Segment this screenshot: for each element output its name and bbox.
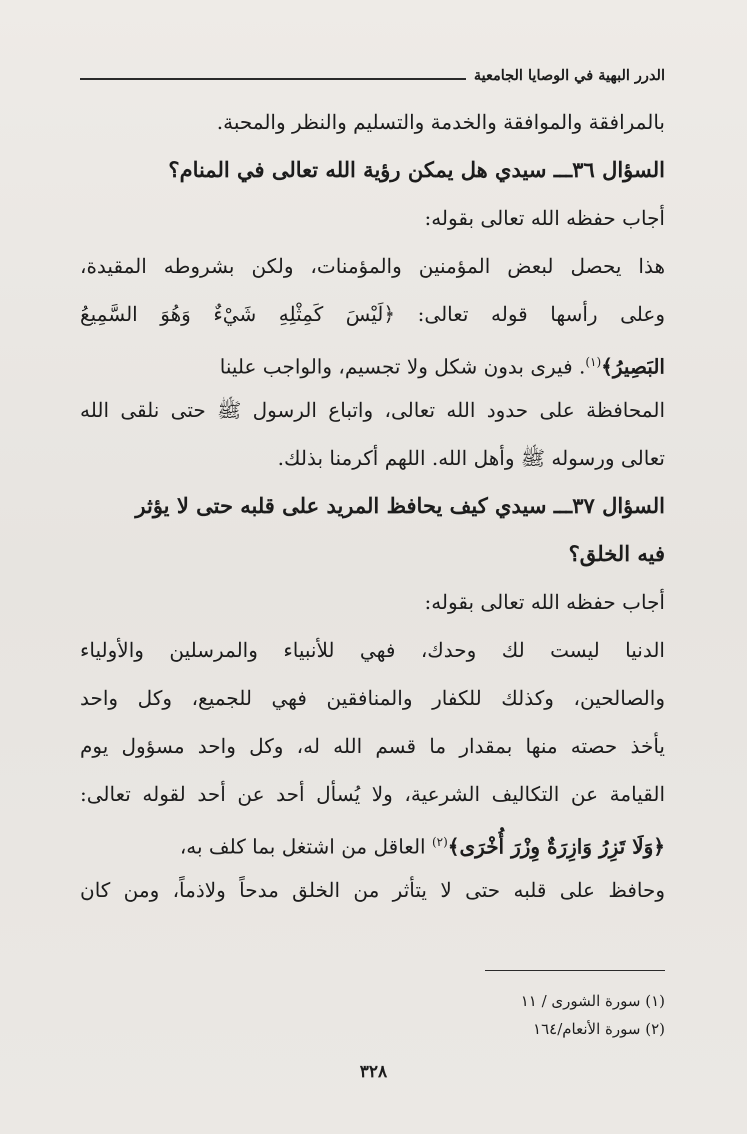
quran-quote: البَصِيرُ﴾: [601, 354, 665, 379]
text-line: هذا يحصل لبعض المؤمنين والمؤمنات، ولكن بشروطه المقيدة،: [80, 254, 665, 278]
footnotes: [80, 988, 665, 1044]
running-title: الدرر البهية في الوصايا الجامعية: [473, 66, 665, 84]
question-heading-continued: فيه الخلق؟: [568, 541, 665, 566]
running-header: [80, 60, 665, 90]
text-line: والصالحين، وكذلك للكفار والمنافقين فهي للجميع، وكل واحد: [80, 686, 665, 710]
footnote-marker: (٢): [431, 835, 448, 849]
question-heading: السؤال ٣٧ـــ سيدي كيف يحافظ المريد على قلبه حتى لا يؤثر: [135, 493, 665, 518]
quran-quote: ﴿وَلَا تَزِرُ وَازِرَةٌ وِزْرَ أُخْرَى﴾: [447, 834, 665, 859]
text-segment: . فيرى بدون شكل ولا تجسيم، والواجب علينا: [219, 354, 586, 379]
text-line: الدنيا ليست لك وحدك، فهي للأنبياء والمرسلين والأولياء: [80, 638, 665, 662]
footnote-rule: [485, 970, 665, 971]
answer-intro: أجاب حفظه الله تعالى بقوله:: [424, 206, 665, 230]
text-line: وحافظ على قلبه حتى لا يتأثر من الخلق مدحاً ولاذماً، ومن كان: [80, 878, 665, 902]
footnote: (١) سورة الشورى / ١١: [520, 992, 665, 1010]
text-segment: العاقل من اشتغل بما كلف به،: [179, 834, 432, 859]
question-heading: السؤال ٣٦ـــ سيدي هل يمكن رؤية الله تعالى في المنام؟: [168, 157, 665, 182]
text-line: المحافظة على حدود الله تعالى، واتباع الرسول ﷺ حتى نلقى الله: [80, 398, 665, 422]
page-number: ٣٢٨: [359, 1062, 388, 1082]
answer-intro: أجاب حفظه الله تعالى بقوله:: [424, 590, 665, 614]
body-text: [80, 98, 665, 914]
footnote-marker: (١): [585, 355, 602, 369]
text-line-with-footnote: [80, 338, 665, 386]
text-line-with-footnote: [80, 818, 665, 866]
header-rule: [80, 78, 466, 80]
text-line: تعالى ورسوله ﷺ وأهل الله. اللهم أكرمنا بذلك.: [277, 446, 665, 470]
text-line: يأخذ حصته منها بمقدار ما قسم الله له، وكل واحد مسؤول يوم: [80, 734, 665, 758]
footnote: (٢) سورة الأنعام/١٦٤: [533, 1020, 665, 1038]
text-line: بالمرافقة والموافقة والخدمة والتسليم والنظر والمحبة.: [216, 110, 665, 134]
text-line: القيامة عن التكاليف الشرعية، ولا يُسأل أحد عن أحد لقوله تعالى:: [80, 782, 665, 806]
text-line: وعلى رأسها قوله تعالى: ﴿لَيْسَ كَمِثْلِهِ شَيْءٌ وَهُوَ السَّمِيعُ: [80, 302, 665, 326]
